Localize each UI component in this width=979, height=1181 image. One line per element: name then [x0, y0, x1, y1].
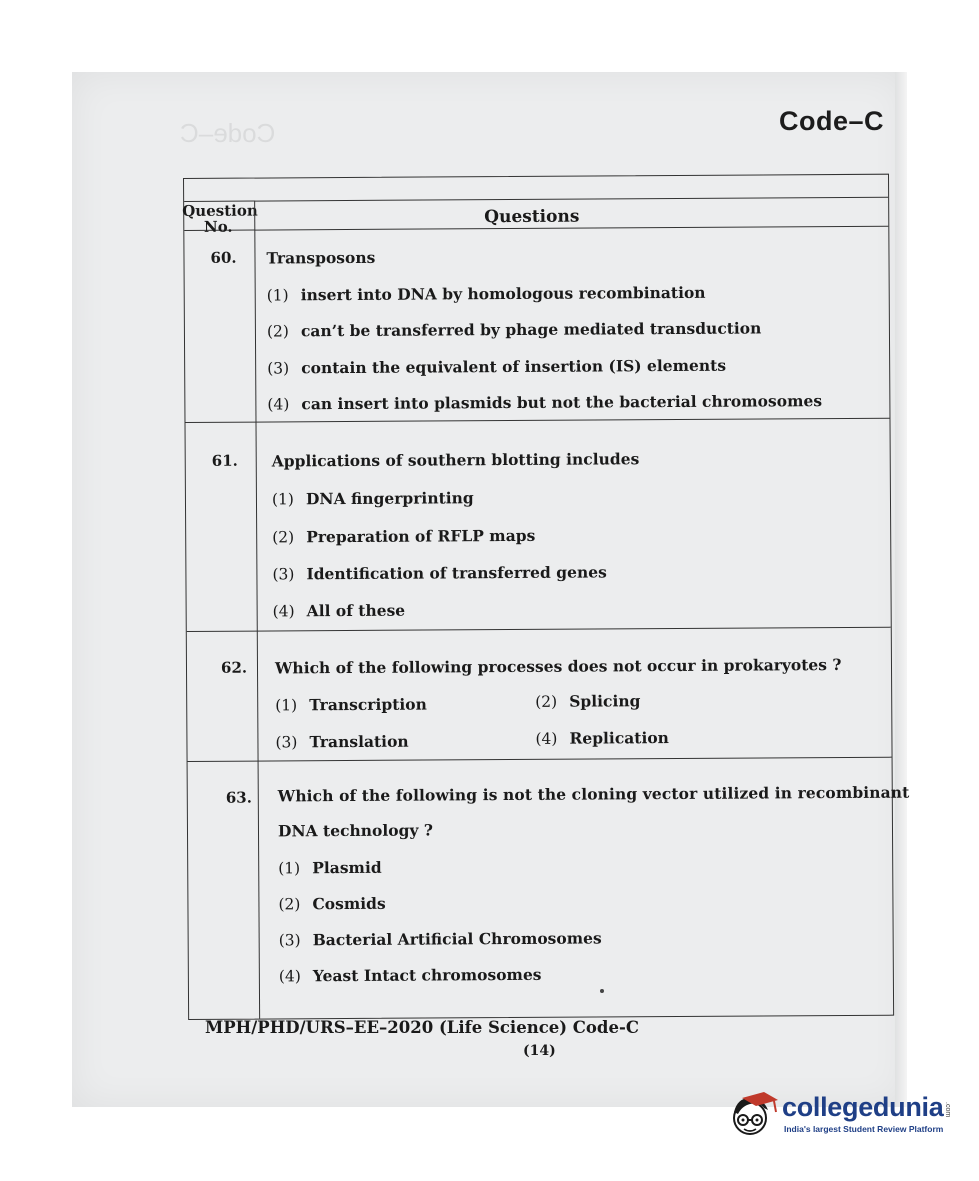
- question-text-line2: DNA technology ?: [277, 820, 433, 841]
- option-number: (1): [266, 286, 289, 305]
- row-divider: [185, 418, 889, 423]
- option-number: (2): [278, 895, 301, 914]
- option-1: [267, 283, 706, 305]
- option-text: Plasmid: [312, 857, 382, 878]
- bleed-through-text: Code–C: [180, 118, 276, 148]
- question-no-header-line1: Question: [182, 201, 258, 221]
- collegedunia-watermark: [724, 1088, 964, 1148]
- page-number: (14): [523, 1043, 556, 1059]
- question-text: Transposons: [266, 247, 376, 268]
- option-number: (1): [271, 490, 294, 509]
- option-text: DNA fingerprinting: [305, 488, 474, 509]
- question-number: 60.: [210, 248, 237, 267]
- option-number: (1): [278, 859, 301, 878]
- question-text: Applications of southern blotting includes: [271, 449, 640, 471]
- option-text: Preparation of RFLP maps: [306, 525, 536, 547]
- option-3: [275, 732, 408, 752]
- option-text: Cosmids: [312, 893, 386, 914]
- question-text-line1: Which of the following is not the cloning vector utilized in recombinant: [277, 782, 910, 806]
- mascot-icon: [724, 1088, 780, 1144]
- option-text: can’t be transferred by phage mediated transduction: [300, 318, 762, 341]
- brand-tagline: India's largest Student Review Platform: [784, 1124, 944, 1134]
- ink-dot: [600, 989, 604, 993]
- questions-header: Questions: [484, 206, 580, 228]
- option-number: (4): [272, 602, 295, 621]
- option-2: [278, 894, 385, 914]
- option-number: (2): [535, 692, 558, 711]
- option-number: (3): [272, 565, 295, 584]
- question-number: 63.: [225, 788, 252, 807]
- row-divider: [187, 627, 891, 632]
- option-number: (2): [272, 528, 295, 547]
- option-1: [272, 488, 474, 508]
- option-3: [272, 562, 606, 583]
- column-divider: [254, 201, 260, 1019]
- brand-suffix: .com: [944, 1102, 951, 1118]
- question-no-header: [182, 201, 258, 236]
- question-table: [182, 174, 910, 1020]
- option-text: contain the equivalent of insertion (IS) elements: [301, 355, 727, 378]
- option-4: [273, 601, 406, 621]
- option-2: [272, 526, 535, 547]
- option-text: Translation: [309, 731, 409, 752]
- option-4: [267, 391, 822, 413]
- question-number: 61.: [211, 451, 238, 470]
- option-number: (3): [267, 359, 290, 378]
- brand-name: collegedunia: [782, 1092, 944, 1122]
- option-text: Yeast Intact chromosomes: [312, 964, 542, 986]
- question-number: 62.: [220, 658, 248, 677]
- option-number: (4): [278, 967, 301, 986]
- option-text: Replication: [569, 728, 669, 748]
- paper-code: Code–C: [778, 106, 884, 136]
- option-text: Splicing: [569, 691, 641, 711]
- question-text: Which of the following processes does not occur in prokaryotes ?: [274, 654, 842, 678]
- paper-edge: [895, 72, 907, 1107]
- option-number: (1): [275, 696, 298, 715]
- option-text: Transcription: [309, 694, 427, 715]
- option-1: [278, 858, 382, 878]
- option-number: (3): [278, 931, 301, 950]
- option-number: (4): [267, 395, 290, 414]
- option-4: [279, 965, 542, 986]
- option-1: [275, 695, 427, 715]
- option-text: can insert into plasmids but not the bacterial chromosomes: [301, 391, 823, 414]
- row-divider: [188, 757, 892, 762]
- option-2: [535, 691, 640, 711]
- option-number: (2): [266, 322, 289, 341]
- option-number: (3): [275, 733, 298, 752]
- option-number: (4): [535, 729, 558, 748]
- option-3: [279, 928, 602, 949]
- option-text: insert into DNA by homologous recombination: [300, 282, 706, 305]
- option-text: Identification of transferred genes: [306, 562, 607, 584]
- option-text: Bacterial Artificial Chromosomes: [312, 928, 602, 950]
- question-no-header-line2: No.: [203, 217, 233, 236]
- exam-footer: MPH/PHD/URS–EE–2020 (Life Science) Code-C: [205, 1018, 639, 1037]
- option-2: [267, 318, 762, 340]
- option-4: [535, 728, 669, 748]
- option-3: [267, 356, 726, 378]
- option-text: All of these: [306, 600, 406, 621]
